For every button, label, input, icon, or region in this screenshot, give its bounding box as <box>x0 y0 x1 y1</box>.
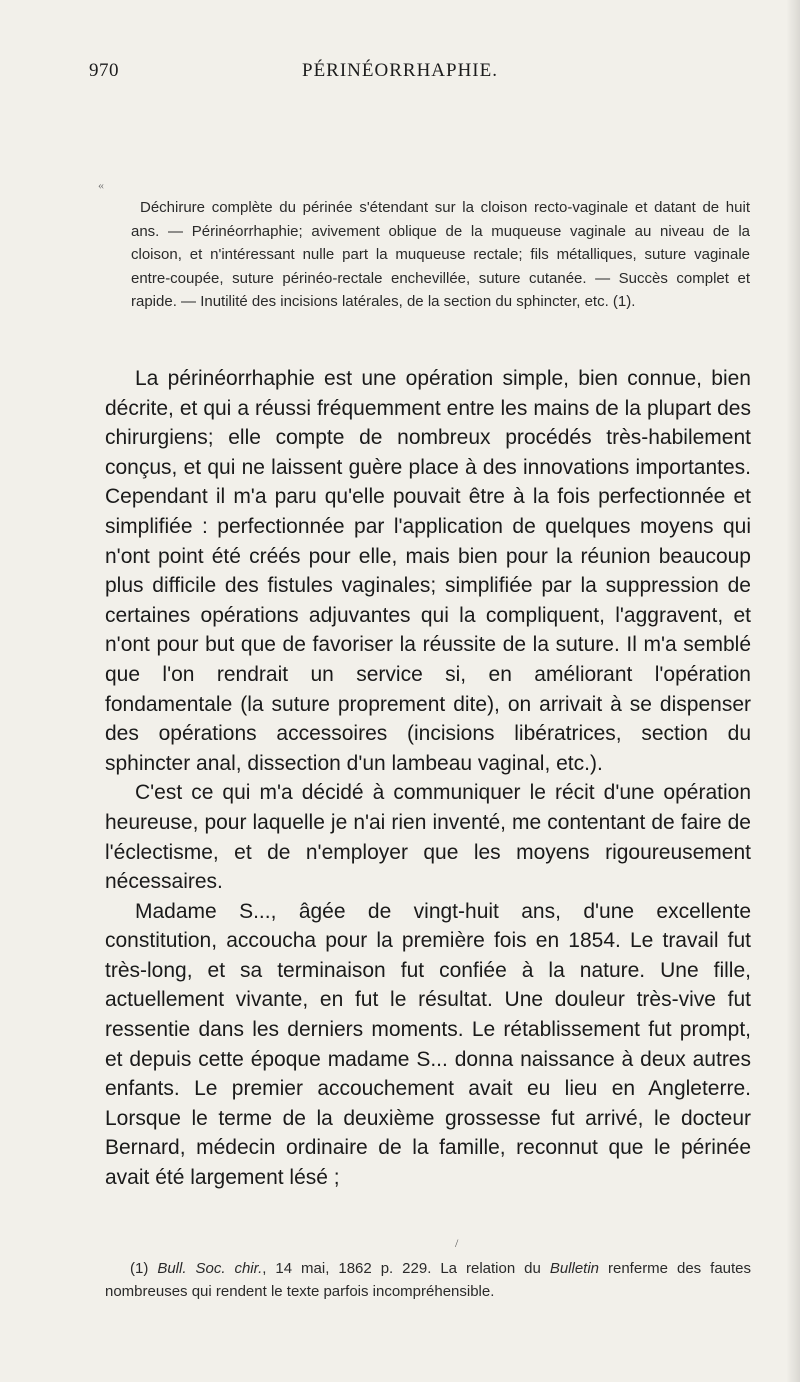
running-header <box>0 60 800 86</box>
body-text <box>105 364 751 1193</box>
stray-mark: « <box>98 178 104 192</box>
footnote-marker: (1) <box>130 1260 149 1277</box>
stray-mark: / <box>455 1236 459 1250</box>
footnote <box>105 1258 751 1303</box>
footnote-text: , 14 mai, 1862 p. 229. La relation du <box>262 1260 550 1277</box>
paragraph: C'est ce qui m'a décidé à communiquer le récit d'une opération heureuse, pour laquelle je n'ai rien inventé, me contentant de faire de l'éclectisme, et de n'employer que les moyens rigoureusement nécessaires. <box>105 781 751 894</box>
case-summary: Déchirure complète du périnée s'étendant sur la cloison recto-vaginale et datant de huit ans. — Périnéorrhaphie; avivement oblique de la muqueuse vaginale au niveau de la cloison, et n'intéressant nulle part la muqueuse rectale; fils métalliques, suture vaginale entre-coupée, suture périnéo-rectale enchevillée, suture cutanée. — Succès complet et rapide. — Inutilité des incisions latérales, de la section du sphincter, etc. (1). <box>131 199 750 311</box>
paragraph: La périnéorrhaphie est une opération simple, bien connue, bien décrite, et qui a réussi fréquemment entre les mains de la plupart des chirurgiens; elle compte de nombreux procédés très-habilement conçus, et qui ne laissent guère place à des innovations importantes. Cependant il m'a paru qu'elle pouvait être à la fois perfectionnée et simplifiée : perfectionnée par l'application de quelques moyens qui n'ont point été créés pour elle, mais bien pour la réunion beaucoup plus difficile des fistules vaginales; simplifiée par la suppression de certaines opérations adjuvantes qui la compliquent, l'aggravent, et n'ont pour but que de favoriser la réussite de la suture. Il m'a semblé que l'on rendrait un service si, en améliorant l'opération fondamentale (la suture proprement dite), on arrivait à se dispenser des opérations accessoires (incisions libératrices, section du sphincter anal, dissection d'un lambeau vaginal, etc.). <box>105 367 751 775</box>
page-edge-shadow <box>786 0 800 1382</box>
footnote-journal: Bull. Soc. chir. <box>157 1260 263 1277</box>
page-number: 970 <box>89 60 119 81</box>
footnote-bulletin: Bulletin <box>549 1260 600 1277</box>
footnote-tail: renferme des fautes nombreuses qui rendent le texte parfois incompréhensible. <box>105 1260 752 1300</box>
paragraph: Madame S..., âgée de vingt-huit ans, d'une excellente constitution, accoucha pour la première fois en 1854. Le travail fut très-long, et sa terminaison fut confiée à la nature. Une fille, actuellement vivante, en fut le résultat. Une douleur très-vive fut ressentie dans les derniers moments. Le rétablissement fut prompt, et depuis cette époque madame S... donna naissance à deux autres enfants. Le premier accouchement avait eu lieu en Angleterre. Lorsque le terme de la deuxième grossesse fut arrivé, le docteur Bernard, médecin ordinaire de la famille, reconnut que le périnée avait été largement lésé ; <box>105 899 751 1190</box>
running-title: PÉRINÉORRHAPHIE. <box>302 60 498 81</box>
